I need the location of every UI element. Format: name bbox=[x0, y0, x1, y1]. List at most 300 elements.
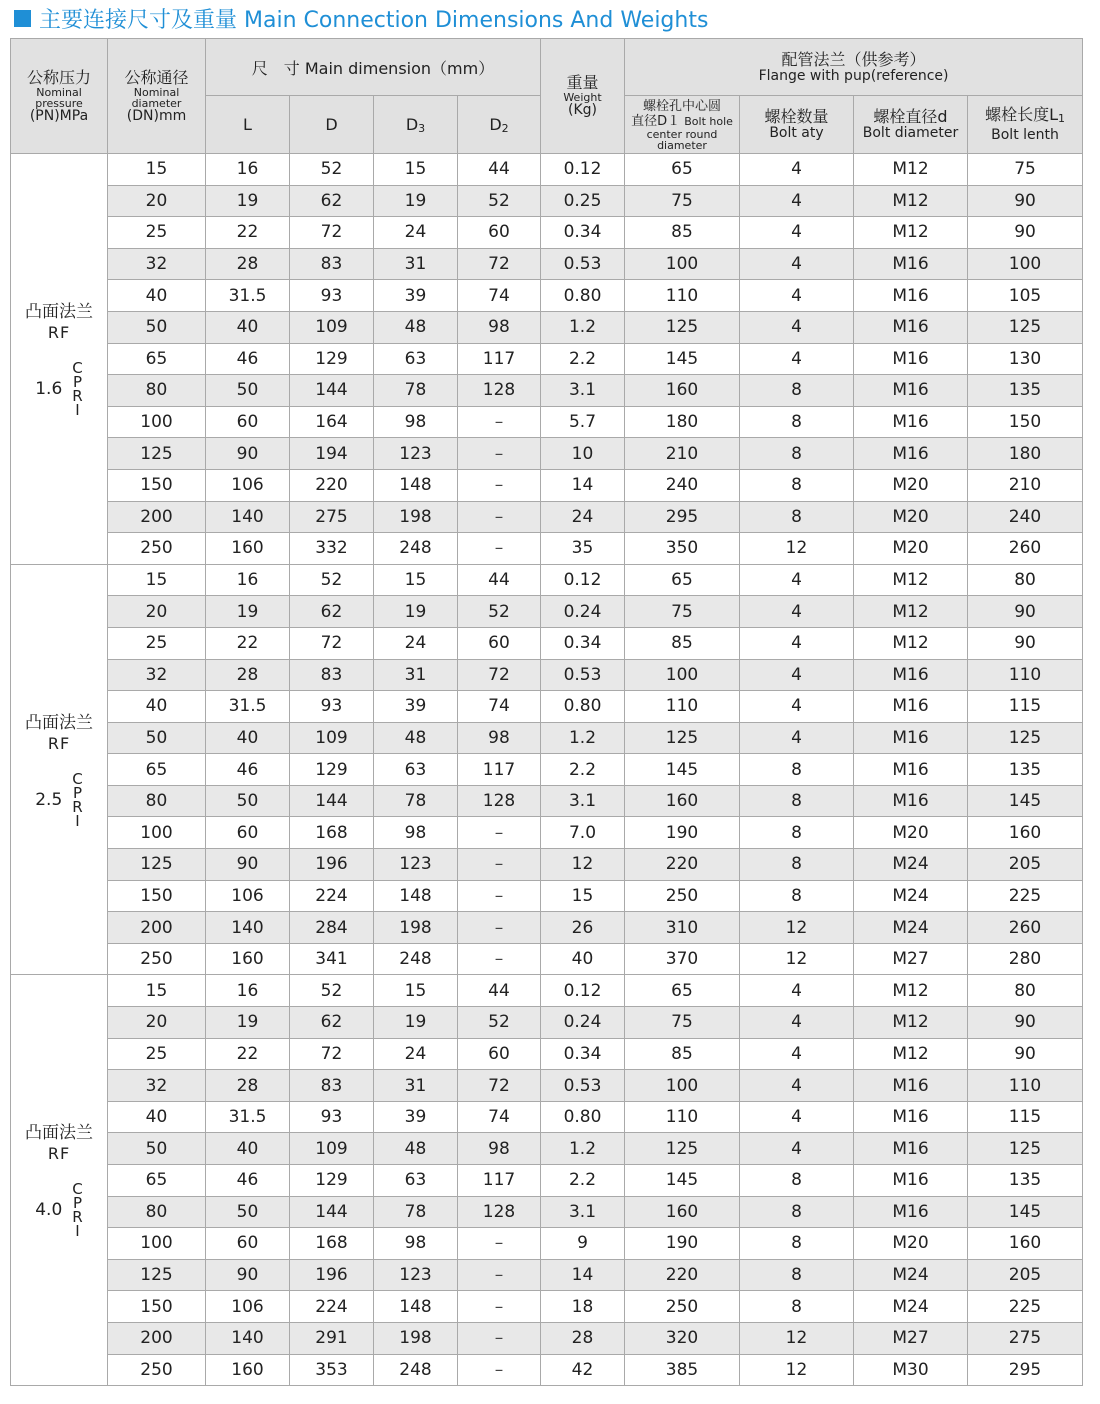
table-cell: 35 bbox=[541, 533, 625, 565]
pressure-unit-vertical: C P R I bbox=[72, 769, 83, 830]
table-cell: 100 bbox=[625, 1070, 740, 1102]
table-cell: 60 bbox=[206, 1228, 290, 1260]
table-cell: 90 bbox=[968, 217, 1083, 249]
table-cell: 65 bbox=[108, 1165, 206, 1197]
table-row bbox=[11, 754, 1083, 786]
table-cell: 106 bbox=[206, 469, 290, 501]
table-cell: 129 bbox=[290, 1165, 374, 1197]
table-cell: 144 bbox=[290, 375, 374, 407]
table-cell: M16 bbox=[854, 248, 968, 280]
header-bolt-hole-diameter: 螺栓孔中心圆 直径D１ Bolt hole center round diameter bbox=[625, 96, 740, 154]
table-cell: 125 bbox=[968, 1133, 1083, 1165]
table-cell: 44 bbox=[458, 154, 541, 186]
table-cell: 75 bbox=[625, 596, 740, 628]
table-cell: M20 bbox=[854, 469, 968, 501]
header-D2: D2 bbox=[458, 96, 541, 154]
table-cell: 60 bbox=[206, 406, 290, 438]
table-cell: 19 bbox=[206, 185, 290, 217]
table-cell: 2.2 bbox=[541, 1165, 625, 1197]
table-cell: 83 bbox=[290, 659, 374, 691]
table-cell: 20 bbox=[108, 185, 206, 217]
table-row bbox=[11, 438, 1083, 470]
table-cell: M24 bbox=[854, 912, 968, 944]
table-row bbox=[11, 343, 1083, 375]
table-cell: 280 bbox=[968, 943, 1083, 975]
table-cell: 10 bbox=[541, 438, 625, 470]
table-row bbox=[11, 912, 1083, 944]
table-cell: 24 bbox=[541, 501, 625, 533]
table-cell: 90 bbox=[206, 1259, 290, 1291]
table-cell: 0.24 bbox=[541, 596, 625, 628]
table-row bbox=[11, 1354, 1083, 1386]
table-cell: 7.0 bbox=[541, 817, 625, 849]
table-row bbox=[11, 722, 1083, 754]
table-cell: 0.24 bbox=[541, 1007, 625, 1039]
table-cell: 110 bbox=[968, 1070, 1083, 1102]
table-cell: 4 bbox=[740, 280, 854, 312]
table-cell: 1.2 bbox=[541, 311, 625, 343]
table-cell: M20 bbox=[854, 501, 968, 533]
table-cell: 90 bbox=[968, 1038, 1083, 1070]
table-cell: – bbox=[458, 533, 541, 565]
table-cell: 291 bbox=[290, 1322, 374, 1354]
table-cell: 15 bbox=[541, 880, 625, 912]
table-cell: – bbox=[458, 849, 541, 881]
table-cell: M12 bbox=[854, 1038, 968, 1070]
table-cell: – bbox=[458, 1354, 541, 1386]
table-cell: M20 bbox=[854, 1228, 968, 1260]
table-cell: 60 bbox=[206, 817, 290, 849]
table-cell: 3.1 bbox=[541, 785, 625, 817]
table-cell: 110 bbox=[625, 280, 740, 312]
table-cell: 15 bbox=[108, 975, 206, 1007]
table-cell: 180 bbox=[968, 438, 1083, 470]
table-cell: 19 bbox=[206, 1007, 290, 1039]
table-cell: 80 bbox=[968, 564, 1083, 596]
table-cell: 115 bbox=[968, 1101, 1083, 1133]
table-row bbox=[11, 880, 1083, 912]
table-cell: 50 bbox=[206, 785, 290, 817]
page-title-text: 主要连接尺寸及重量 Main Connection Dimensions And Weights bbox=[39, 7, 709, 33]
header-D3: D3 bbox=[374, 96, 458, 154]
table-cell: 310 bbox=[625, 912, 740, 944]
table-cell: 65 bbox=[108, 343, 206, 375]
table-cell: 100 bbox=[108, 406, 206, 438]
table-cell: 198 bbox=[374, 1322, 458, 1354]
table-row bbox=[11, 1228, 1083, 1260]
table-cell: 148 bbox=[374, 469, 458, 501]
table-cell: 125 bbox=[625, 722, 740, 754]
table-cell: 15 bbox=[374, 564, 458, 596]
table-cell: 4 bbox=[740, 1038, 854, 1070]
table-cell: 78 bbox=[374, 1196, 458, 1228]
table-row bbox=[11, 1133, 1083, 1165]
table-cell: 52 bbox=[290, 564, 374, 596]
table-cell: 22 bbox=[206, 627, 290, 659]
face-type-en: RF bbox=[47, 322, 71, 342]
table-cell: 50 bbox=[108, 1133, 206, 1165]
table-cell: 16 bbox=[206, 975, 290, 1007]
table-cell: – bbox=[458, 817, 541, 849]
table-cell: 65 bbox=[625, 154, 740, 186]
pressure-unit-vertical: C P R I bbox=[72, 1180, 83, 1241]
table-cell: 98 bbox=[458, 722, 541, 754]
table-cell: 32 bbox=[108, 1070, 206, 1102]
table-cell: 125 bbox=[625, 311, 740, 343]
table-cell: 0.53 bbox=[541, 1070, 625, 1102]
table-cell: 8 bbox=[740, 438, 854, 470]
table-cell: M16 bbox=[854, 1196, 968, 1228]
table-cell: 117 bbox=[458, 343, 541, 375]
table-cell: 22 bbox=[206, 217, 290, 249]
table-cell: 4 bbox=[740, 1070, 854, 1102]
table-cell: 250 bbox=[108, 943, 206, 975]
table-cell: 0.34 bbox=[541, 627, 625, 659]
table-cell: 160 bbox=[206, 943, 290, 975]
table-cell: 52 bbox=[458, 596, 541, 628]
table-cell: 205 bbox=[968, 849, 1083, 881]
table-cell: 40 bbox=[108, 1101, 206, 1133]
table-cell: 60 bbox=[458, 1038, 541, 1070]
header-D: D bbox=[290, 96, 374, 154]
table-cell: 125 bbox=[108, 849, 206, 881]
table-cell: – bbox=[458, 1228, 541, 1260]
table-cell: 140 bbox=[206, 912, 290, 944]
table-cell: 0.53 bbox=[541, 248, 625, 280]
table-cell: 90 bbox=[206, 438, 290, 470]
table-row bbox=[11, 1038, 1083, 1070]
table-cell: 4 bbox=[740, 154, 854, 186]
table-cell: M12 bbox=[854, 185, 968, 217]
table-cell: 72 bbox=[290, 1038, 374, 1070]
table-cell: 65 bbox=[625, 564, 740, 596]
table-cell: 80 bbox=[108, 375, 206, 407]
table-cell: 25 bbox=[108, 627, 206, 659]
table-cell: 164 bbox=[290, 406, 374, 438]
table-cell: M16 bbox=[854, 1133, 968, 1165]
pressure-group-cell bbox=[11, 975, 108, 1386]
table-cell: 1.2 bbox=[541, 1133, 625, 1165]
table-row bbox=[11, 185, 1083, 217]
table-cell: 125 bbox=[108, 1259, 206, 1291]
table-cell: 123 bbox=[374, 1259, 458, 1291]
table-cell: 48 bbox=[374, 311, 458, 343]
table-cell: 62 bbox=[290, 1007, 374, 1039]
table-cell: 8 bbox=[740, 817, 854, 849]
table-row bbox=[11, 1007, 1083, 1039]
table-cell: 168 bbox=[290, 817, 374, 849]
table-row bbox=[11, 659, 1083, 691]
table-cell: 196 bbox=[290, 1259, 374, 1291]
table-cell: 90 bbox=[968, 596, 1083, 628]
header-bolt-qty: 螺栓数量 Bolt aty bbox=[740, 96, 854, 154]
table-cell: 332 bbox=[290, 533, 374, 565]
table-row bbox=[11, 1259, 1083, 1291]
table-cell: 93 bbox=[290, 691, 374, 723]
table-cell: 8 bbox=[740, 501, 854, 533]
pressure-unit-vertical: C P R I bbox=[72, 358, 83, 419]
table-cell: 160 bbox=[968, 1228, 1083, 1260]
table-cell: 248 bbox=[374, 1354, 458, 1386]
table-cell: 123 bbox=[374, 849, 458, 881]
table-cell: 80 bbox=[108, 785, 206, 817]
table-cell: 205 bbox=[968, 1259, 1083, 1291]
header-flange: 配管法兰（供参考） Flange with pup(reference) bbox=[625, 39, 1083, 96]
table-cell: 145 bbox=[625, 1165, 740, 1197]
table-cell: 115 bbox=[968, 691, 1083, 723]
table-cell: 125 bbox=[968, 311, 1083, 343]
table-cell: 90 bbox=[968, 1007, 1083, 1039]
table-cell: – bbox=[458, 1322, 541, 1354]
table-cell: 260 bbox=[968, 912, 1083, 944]
table-row bbox=[11, 1070, 1083, 1102]
table-cell: 18 bbox=[541, 1291, 625, 1323]
pressure-value: 4.0 bbox=[35, 1200, 63, 1221]
table-cell: 144 bbox=[290, 1196, 374, 1228]
header-main-dimension: 尺 寸 Main dimension（mm） bbox=[206, 39, 541, 96]
table-cell: 75 bbox=[625, 1007, 740, 1039]
face-type-cn: 凸面法兰 bbox=[25, 712, 93, 733]
table-cell: 52 bbox=[290, 154, 374, 186]
table-cell: M16 bbox=[854, 438, 968, 470]
table-cell: 24 bbox=[374, 627, 458, 659]
table-cell: 8 bbox=[740, 1196, 854, 1228]
table-row bbox=[11, 1291, 1083, 1323]
table-cell: 15 bbox=[108, 154, 206, 186]
table-cell: 40 bbox=[541, 943, 625, 975]
table-cell: 0.80 bbox=[541, 280, 625, 312]
table-cell: 26 bbox=[541, 912, 625, 944]
table-cell: 98 bbox=[458, 311, 541, 343]
table-cell: 123 bbox=[374, 438, 458, 470]
table-cell: 19 bbox=[206, 596, 290, 628]
table-row bbox=[11, 533, 1083, 565]
table-cell: 78 bbox=[374, 375, 458, 407]
table-cell: 250 bbox=[108, 1354, 206, 1386]
table-body bbox=[11, 154, 1083, 1386]
table-cell: 75 bbox=[625, 185, 740, 217]
table-cell: 320 bbox=[625, 1322, 740, 1354]
table-cell: 4 bbox=[740, 627, 854, 659]
table-cell: 0.34 bbox=[541, 1038, 625, 1070]
table-cell: 50 bbox=[108, 722, 206, 754]
table-cell: 31 bbox=[374, 659, 458, 691]
table-cell: – bbox=[458, 1291, 541, 1323]
table-cell: 8 bbox=[740, 754, 854, 786]
table-cell: 25 bbox=[108, 217, 206, 249]
table-cell: 12 bbox=[740, 912, 854, 944]
table-cell: 248 bbox=[374, 533, 458, 565]
table-cell: 31.5 bbox=[206, 280, 290, 312]
table-cell: 62 bbox=[290, 596, 374, 628]
table-cell: 4 bbox=[740, 659, 854, 691]
table-cell: – bbox=[458, 469, 541, 501]
table-row bbox=[11, 1101, 1083, 1133]
table-cell: 341 bbox=[290, 943, 374, 975]
table-cell: 150 bbox=[108, 880, 206, 912]
table-cell: 110 bbox=[625, 691, 740, 723]
table-cell: 98 bbox=[374, 817, 458, 849]
table-cell: 28 bbox=[541, 1322, 625, 1354]
pressure-group-cell bbox=[11, 154, 108, 565]
table-row bbox=[11, 217, 1083, 249]
table-cell: 16 bbox=[206, 564, 290, 596]
table-cell: 3.1 bbox=[541, 375, 625, 407]
table-cell: 100 bbox=[108, 1228, 206, 1260]
table-cell: 14 bbox=[541, 469, 625, 501]
table-cell: M16 bbox=[854, 406, 968, 438]
table-cell: M20 bbox=[854, 817, 968, 849]
table-cell: 90 bbox=[968, 185, 1083, 217]
table-cell: 148 bbox=[374, 1291, 458, 1323]
table-row bbox=[11, 501, 1083, 533]
header-bolt-diameter: 螺栓直径d Bolt diameter bbox=[854, 96, 968, 154]
table-cell: – bbox=[458, 406, 541, 438]
table-cell: 225 bbox=[968, 880, 1083, 912]
table-cell: 65 bbox=[108, 754, 206, 786]
table-cell: 129 bbox=[290, 343, 374, 375]
table-cell: 46 bbox=[206, 1165, 290, 1197]
table-cell: 15 bbox=[374, 154, 458, 186]
table-cell: 0.80 bbox=[541, 1101, 625, 1133]
table-row bbox=[11, 943, 1083, 975]
table-cell: M16 bbox=[854, 375, 968, 407]
table-row bbox=[11, 375, 1083, 407]
table-cell: 60 bbox=[458, 627, 541, 659]
table-cell: 250 bbox=[625, 880, 740, 912]
table-cell: 16 bbox=[206, 154, 290, 186]
table-cell: 110 bbox=[968, 659, 1083, 691]
table-cell: 125 bbox=[625, 1133, 740, 1165]
table-cell: 12 bbox=[541, 849, 625, 881]
table-cell: 8 bbox=[740, 785, 854, 817]
table-cell: 105 bbox=[968, 280, 1083, 312]
table-cell: 72 bbox=[458, 659, 541, 691]
table-cell: 125 bbox=[108, 438, 206, 470]
pressure-group-cell bbox=[11, 564, 108, 975]
table-cell: 93 bbox=[290, 280, 374, 312]
table-cell: M16 bbox=[854, 311, 968, 343]
table-cell: 8 bbox=[740, 1291, 854, 1323]
table-cell: 385 bbox=[625, 1354, 740, 1386]
table-cell: 40 bbox=[108, 691, 206, 723]
table-cell: 0.12 bbox=[541, 564, 625, 596]
table-cell: 12 bbox=[740, 533, 854, 565]
table-cell: 60 bbox=[458, 217, 541, 249]
table-cell: 72 bbox=[290, 627, 374, 659]
table-row bbox=[11, 469, 1083, 501]
table-cell: 224 bbox=[290, 1291, 374, 1323]
table-cell: M16 bbox=[854, 1101, 968, 1133]
table-cell: 284 bbox=[290, 912, 374, 944]
table-cell: 0.12 bbox=[541, 975, 625, 1007]
table-cell: M12 bbox=[854, 217, 968, 249]
table-cell: 98 bbox=[374, 406, 458, 438]
table-cell: 350 bbox=[625, 533, 740, 565]
table-cell: 196 bbox=[290, 849, 374, 881]
table-cell: 31 bbox=[374, 248, 458, 280]
table-cell: 28 bbox=[206, 659, 290, 691]
table-cell: 145 bbox=[625, 754, 740, 786]
table-cell: 275 bbox=[968, 1322, 1083, 1354]
table-cell: 4 bbox=[740, 691, 854, 723]
table-cell: M24 bbox=[854, 1259, 968, 1291]
table-cell: 295 bbox=[968, 1354, 1083, 1386]
table-cell: 12 bbox=[740, 1322, 854, 1354]
table-cell: 52 bbox=[458, 185, 541, 217]
table-cell: 8 bbox=[740, 469, 854, 501]
table-cell: M27 bbox=[854, 1322, 968, 1354]
table-cell: M16 bbox=[854, 1165, 968, 1197]
table-cell: 4 bbox=[740, 596, 854, 628]
table-cell: 20 bbox=[108, 596, 206, 628]
header-L: L bbox=[206, 96, 290, 154]
table-cell: 9 bbox=[541, 1228, 625, 1260]
table-cell: 2.2 bbox=[541, 343, 625, 375]
table-cell: 128 bbox=[458, 785, 541, 817]
table-cell: M24 bbox=[854, 1291, 968, 1323]
table-cell: 8 bbox=[740, 880, 854, 912]
table-cell: 128 bbox=[458, 375, 541, 407]
table-cell: 260 bbox=[968, 533, 1083, 565]
table-cell: 100 bbox=[968, 248, 1083, 280]
table-cell: 83 bbox=[290, 1070, 374, 1102]
table-cell: 98 bbox=[458, 1133, 541, 1165]
table-cell: 220 bbox=[625, 1259, 740, 1291]
table-cell: 353 bbox=[290, 1354, 374, 1386]
table-cell: 39 bbox=[374, 280, 458, 312]
table-cell: 100 bbox=[625, 659, 740, 691]
table-cell: 74 bbox=[458, 691, 541, 723]
table-cell: 63 bbox=[374, 1165, 458, 1197]
table-cell: M16 bbox=[854, 1070, 968, 1102]
table-cell: 22 bbox=[206, 1038, 290, 1070]
table-cell: 148 bbox=[374, 880, 458, 912]
table-cell: 90 bbox=[968, 627, 1083, 659]
table-cell: 50 bbox=[206, 375, 290, 407]
table-cell: 3.1 bbox=[541, 1196, 625, 1228]
table-cell: 135 bbox=[968, 375, 1083, 407]
table-cell: 135 bbox=[968, 754, 1083, 786]
table-cell: 72 bbox=[290, 217, 374, 249]
table-cell: 8 bbox=[740, 1259, 854, 1291]
table-row bbox=[11, 596, 1083, 628]
table-cell: 83 bbox=[290, 248, 374, 280]
table-cell: 117 bbox=[458, 754, 541, 786]
table-cell: 80 bbox=[108, 1196, 206, 1228]
table-cell: 24 bbox=[374, 217, 458, 249]
table-row bbox=[11, 817, 1083, 849]
table-cell: 194 bbox=[290, 438, 374, 470]
table-cell: 240 bbox=[968, 501, 1083, 533]
table-cell: 28 bbox=[206, 248, 290, 280]
pressure-value: 1.6 bbox=[35, 378, 63, 399]
table-cell: 160 bbox=[625, 375, 740, 407]
table-cell: 4 bbox=[740, 1133, 854, 1165]
table-cell: 74 bbox=[458, 1101, 541, 1133]
header-nominal-diameter: 公称通径 Nominal diameter (DN)mm bbox=[108, 39, 206, 154]
table-cell: 85 bbox=[625, 217, 740, 249]
table-cell: 93 bbox=[290, 1101, 374, 1133]
table-cell: 0.12 bbox=[541, 154, 625, 186]
table-cell: 190 bbox=[625, 817, 740, 849]
table-cell: 40 bbox=[206, 722, 290, 754]
table-cell: 150 bbox=[108, 1291, 206, 1323]
table-cell: 4 bbox=[740, 311, 854, 343]
table-cell: 160 bbox=[968, 817, 1083, 849]
table-cell: 4 bbox=[740, 217, 854, 249]
table-cell: – bbox=[458, 912, 541, 944]
